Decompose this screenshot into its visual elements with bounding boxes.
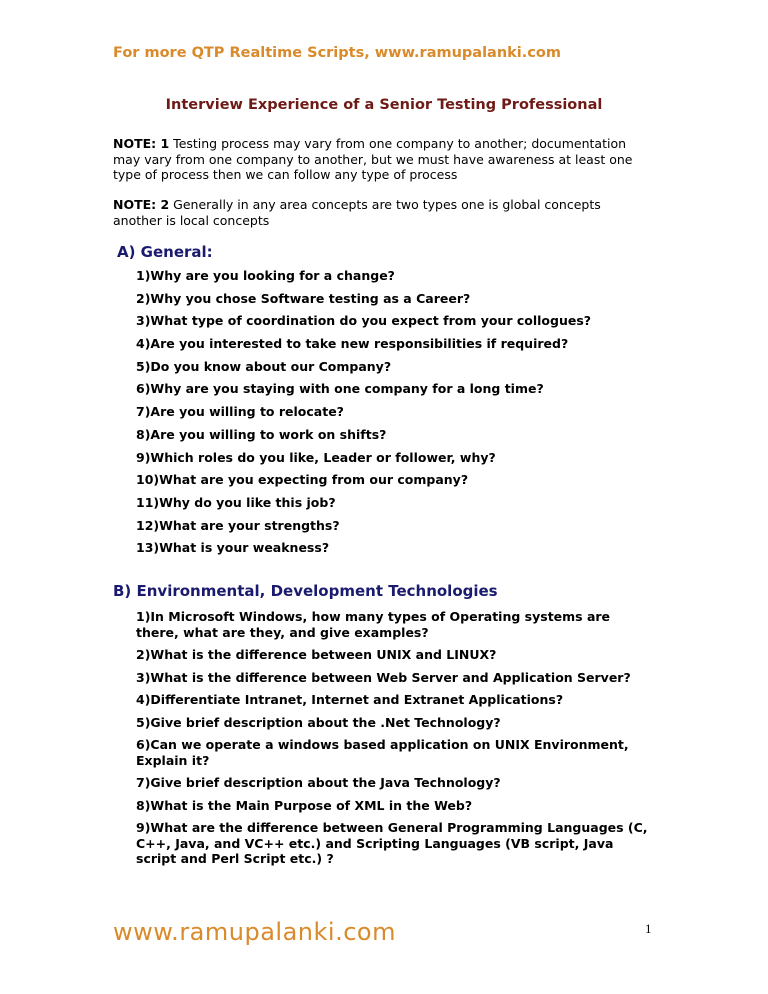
- question-item: 8)Are you willing to work on shifts?: [136, 426, 387, 442]
- question-item: 9)Which roles do you like, Leader or follower, why?: [136, 449, 496, 465]
- question-item: 2)Why you chose Software testing as a Career?: [136, 290, 471, 306]
- section-general-heading: A) General:: [117, 243, 213, 261]
- question-item: 7)Are you willing to relocate?: [136, 404, 344, 420]
- environmental-question-list: [136, 609, 656, 874]
- note-2: [113, 197, 653, 228]
- question-item: 10)What are you expecting from our company?: [136, 472, 469, 488]
- note-1: [113, 136, 653, 183]
- question-item: 4)Are you interested to take new responsibilities if required?: [136, 336, 569, 352]
- note-1-text: Testing process may vary from one company to another; documentation may vary from one company to another, but we must have awareness at least one type of process then we can follow any type of process: [113, 136, 633, 182]
- question-item: 6)Can we operate a windows based application on UNIX Environment, Explain it?: [136, 737, 629, 768]
- question-item: 12)What are your strengths?: [136, 517, 340, 533]
- question-item: 5)Give brief description about the .Net Technology?: [136, 714, 501, 730]
- question-item: 8)What is the Main Purpose of XML in the Web?: [136, 797, 473, 813]
- question-item: 2)What is the difference between UNIX and LINUX?: [136, 647, 497, 662]
- page-number: 1: [645, 921, 652, 936]
- question-item: 7)Give brief description about the Java Technology?: [136, 775, 501, 790]
- question-item: 13)What is your weakness?: [136, 540, 330, 556]
- header-promo-text: For more QTP Realtime Scripts, www.ramupalanki.com: [113, 45, 561, 61]
- question-item: 9)What are the difference between General Programming Languages (C, C++, Java, and VC++ etc.) and Scripting Languages (VB script, Java script and Perl Script etc.) ?: [136, 820, 648, 866]
- note-2-text: Generally in any area concepts are two types one is global concepts another is local concepts: [113, 197, 601, 228]
- note-2-label: NOTE: 2: [113, 197, 170, 212]
- question-item: 5)Do you know about our Company?: [136, 358, 392, 374]
- question-item: 3)What type of coordination do you expect from your collogues?: [136, 313, 592, 329]
- document-title: Interview Experience of a Senior Testing Professional: [165, 97, 603, 113]
- question-item: 11)Why do you like this job?: [136, 494, 336, 510]
- question-item: 6)Why are you staying with one company for a long time?: [136, 381, 544, 397]
- note-1-label: NOTE: 1: [113, 136, 170, 151]
- question-item: 1)Why are you looking for a change?: [136, 268, 395, 283]
- question-item: 1)In Microsoft Windows, how many types of Operating systems are there, what are they, and give examples?: [136, 609, 611, 640]
- section-environmental-heading: B) Environmental, Development Technologies: [113, 582, 498, 600]
- general-question-list: [136, 268, 656, 563]
- question-item: 4)Differentiate Intranet, Internet and Extranet Applications?: [136, 692, 564, 707]
- footer-url: www.ramupalanki.com: [113, 918, 396, 946]
- question-item: 3)What is the difference between Web Server and Application Server?: [136, 669, 631, 685]
